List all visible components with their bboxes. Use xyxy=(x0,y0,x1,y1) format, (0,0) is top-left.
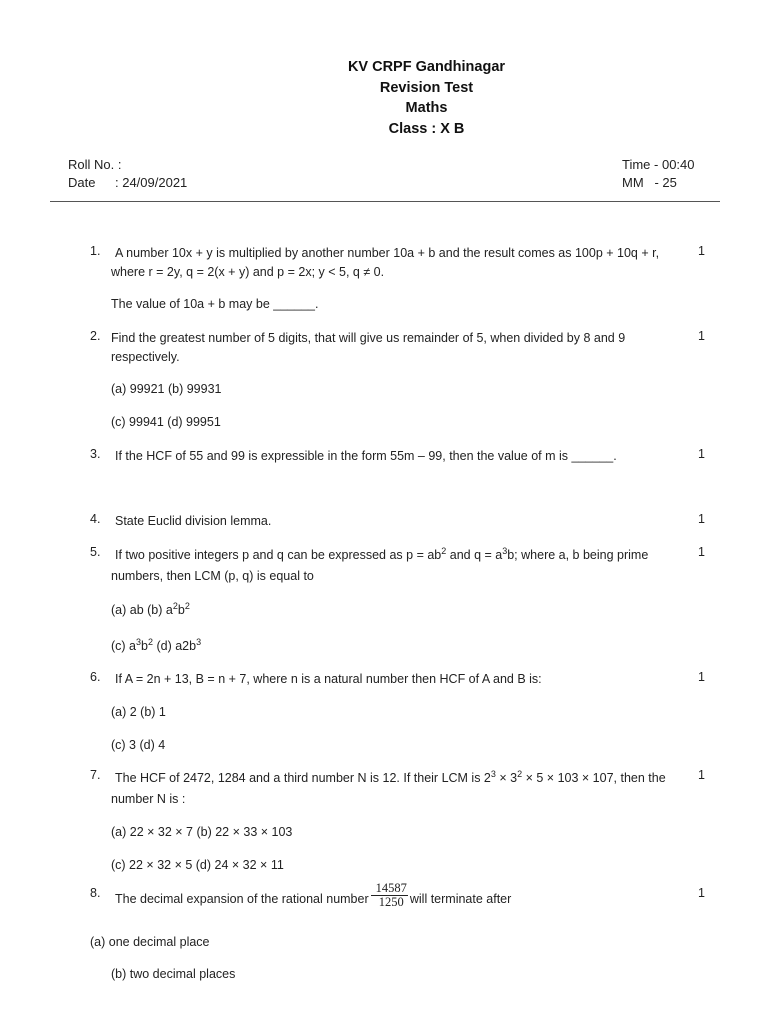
time-allowed: Time - 00:40 xyxy=(622,157,695,172)
question-text-part: × 5 × 103 × 107, then the number N is : xyxy=(111,771,666,806)
question-marks: 1 xyxy=(698,886,705,900)
superscript: 2 xyxy=(147,637,153,647)
question-marks: 1 xyxy=(698,512,705,526)
question-text xyxy=(111,545,651,587)
question-text-part: will terminate after xyxy=(409,891,512,906)
school-name: KV CRPF Gandhinagar xyxy=(347,59,506,75)
option-text: b xyxy=(177,603,185,617)
question-7-options-ab: (a) 22 × 32 × 7 (b) 22 × 33 × 103 xyxy=(111,825,293,839)
superscript: 2 xyxy=(172,601,178,611)
question-6 xyxy=(90,670,705,689)
question-2-options-cd: (c) 99941 (d) 99951 xyxy=(111,415,221,429)
question-1-followup: The value of 10a + b may be ______. xyxy=(111,297,319,311)
question-marks: 1 xyxy=(698,329,705,343)
option-text: (a) ab (b) a xyxy=(111,603,173,617)
exam-meta xyxy=(622,156,695,192)
question-number: 8. xyxy=(90,886,101,900)
question-4 xyxy=(90,512,705,531)
superscript: 3 xyxy=(196,637,202,647)
question-text-part: and q = a xyxy=(446,548,503,562)
question-1 xyxy=(90,244,705,281)
question-8-option-b: (b) two decimal places xyxy=(111,967,236,981)
date-value: : 24/09/2021 xyxy=(115,175,188,190)
question-marks: 1 xyxy=(698,545,705,559)
question-text-part: × 3 xyxy=(495,771,518,785)
student-meta xyxy=(68,156,187,192)
superscript: 2 xyxy=(184,601,190,611)
superscript: 3 xyxy=(136,637,142,647)
question-5 xyxy=(90,545,705,587)
question-text-part: The HCF of 2472, 1284 and a third number N is 12. If their LCM is 2 xyxy=(115,771,491,785)
question-marks: 1 xyxy=(698,447,705,461)
subject-name: Maths xyxy=(405,100,448,116)
fraction-denominator: 1250 xyxy=(378,895,404,909)
question-number: 7. xyxy=(90,768,101,782)
superscript: 3 xyxy=(502,546,508,556)
question-6-options-cd: (c) 3 (d) 4 xyxy=(111,738,166,752)
question-7 xyxy=(90,768,705,810)
question-text xyxy=(111,768,686,810)
superscript: 2 xyxy=(517,769,523,779)
question-2-options-ab: (a) 99921 (b) 99931 xyxy=(111,382,222,396)
question-text-part: The decimal expansion of the rational number xyxy=(115,891,369,906)
superscript: 2 xyxy=(441,546,447,556)
question-text: If the HCF of 55 and 99 is expressible in the form 55m – 99, then the value of m is ______. xyxy=(115,449,617,463)
paper-header xyxy=(0,57,768,139)
question-5-options-ab xyxy=(111,601,190,619)
class-name: Class : X B xyxy=(388,120,465,137)
question-text: State Euclid division lemma. xyxy=(115,514,272,528)
fraction-numerator: 14587 xyxy=(371,882,408,896)
superscript: 3 xyxy=(490,769,496,779)
question-number: 3. xyxy=(90,447,101,461)
question-2 xyxy=(90,329,705,366)
option-text: (d) a2b xyxy=(152,639,197,653)
option-text: (c) a xyxy=(111,639,136,653)
date-label: Date xyxy=(68,175,96,190)
question-marks: 1 xyxy=(698,244,705,258)
fraction xyxy=(371,882,408,909)
question-text-part: b; where a, b being prime numbers, then LCM (p, q) is equal to xyxy=(111,548,649,583)
question-text: A number 10x + y is multiplied by another number 10a + b and the result comes as 100p + 10q + r, where r = 2y, q = 2(x + y) and p = 2x; y < 5, q ≠ 0. xyxy=(111,246,660,279)
question-8-option-a: (a) one decimal place xyxy=(90,935,210,949)
test-name: Revision Test xyxy=(379,79,474,96)
question-number: 4. xyxy=(90,512,101,526)
question-text xyxy=(111,881,686,913)
max-marks: MM - 25 xyxy=(622,175,677,190)
question-number: 5. xyxy=(90,545,101,559)
question-7-options-cd: (c) 22 × 32 × 5 (d) 24 × 32 × 11 xyxy=(111,858,284,872)
question-text: Find the greatest number of 5 digits, that will give us remainder of 5, when divided by 8 and 9 respectively. xyxy=(111,331,626,364)
question-6-options-ab: (a) 2 (b) 1 xyxy=(111,705,166,719)
question-number: 6. xyxy=(90,670,101,684)
question-8 xyxy=(90,881,705,913)
question-text: If A = 2n + 13, B = n + 7, where n is a natural number then HCF of A and B is: xyxy=(115,672,542,686)
header-divider xyxy=(50,201,720,202)
question-marks: 1 xyxy=(698,670,705,684)
option-text: b xyxy=(141,639,148,653)
question-number: 1. xyxy=(90,244,101,258)
question-number: 2. xyxy=(90,329,101,343)
question-text-part: If two positive integers p and q can be expressed as p = ab xyxy=(115,548,442,562)
question-3 xyxy=(90,447,705,466)
roll-number-label: Roll No. : xyxy=(68,157,122,172)
date-row xyxy=(68,174,187,192)
question-5-options-cd xyxy=(111,637,201,655)
question-marks: 1 xyxy=(698,768,705,782)
